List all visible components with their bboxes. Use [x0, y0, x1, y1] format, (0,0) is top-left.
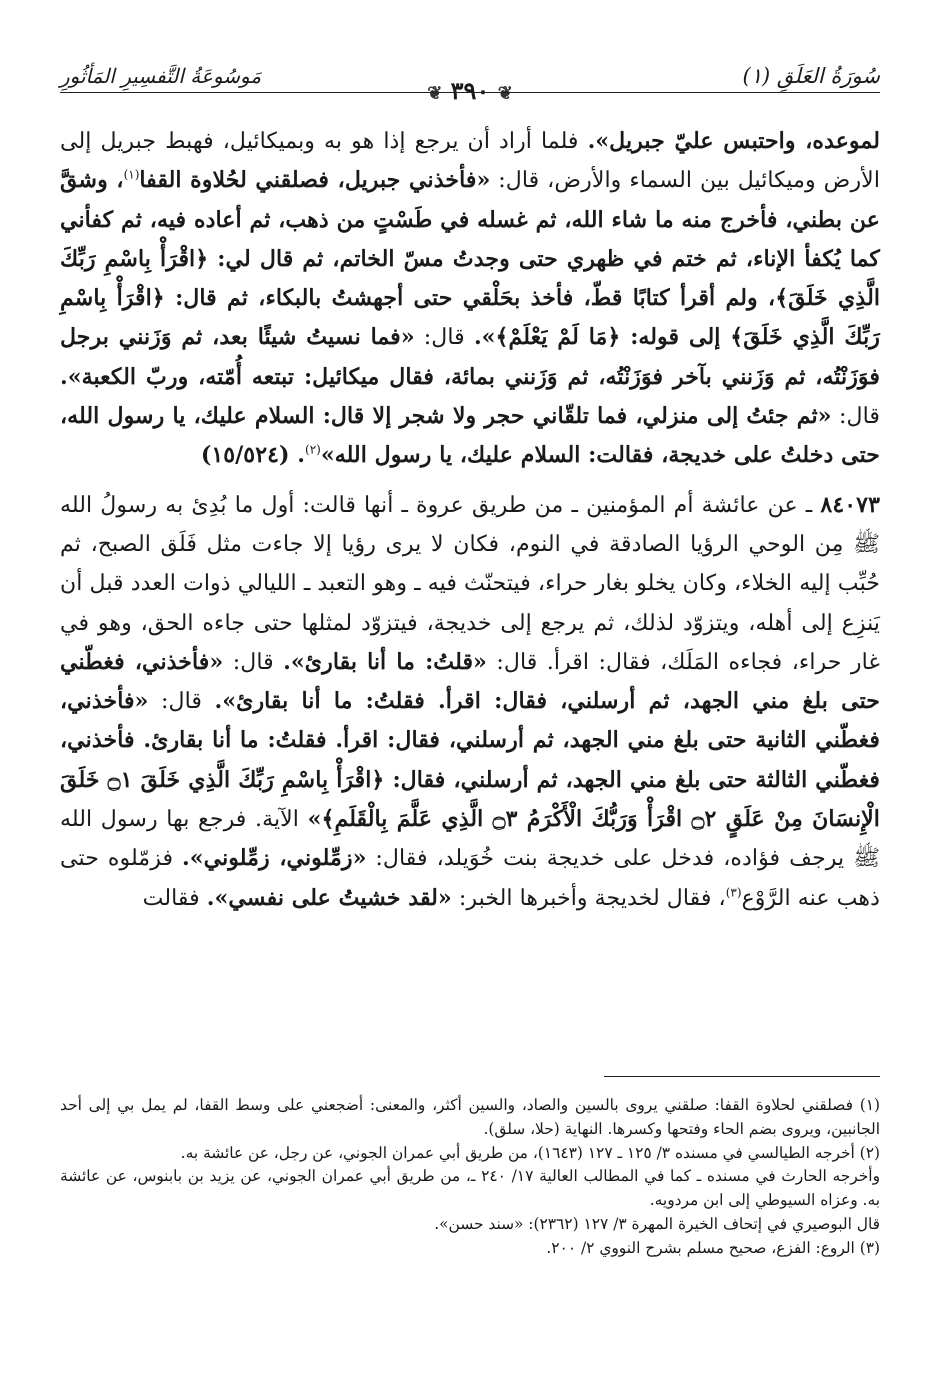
narration-text: قال:	[223, 648, 284, 675]
narration-text: فقالت	[142, 884, 207, 911]
narration-text: فلما أراد أن يرجع إذا هو به وبميكائيل، فهبط جبريل إلى الأرض وميكائيل بين السماء والأرض، قال:	[60, 128, 880, 194]
narration-text: ، فقال لخديجة وأخبرها الخبر:	[451, 884, 726, 911]
narration-bold: «لقد خشيتُ على نفسي».	[206, 884, 452, 911]
footnote-2-grading: قال البوصيري في إتحاف الخيرة المهرة ٣/ ١٢٧ (٢٣٦٢): «سند حسن».	[434, 1214, 880, 1233]
footnote-separator	[604, 1076, 880, 1077]
hadith-number: ٨٤٠٧٣	[820, 491, 880, 518]
narration-text: قال:	[831, 403, 881, 430]
footnote-2: (٢) أخرجه الطيالسي في مسنده ٣/ ١٢٥ ـ ١٢٧ (١٦٤٣)، من طريق أبي عمران الجوني، عن رجل، عن عائشة به.	[180, 1143, 880, 1162]
narration-bold: لموعده، واحتبس عليّ جبريل».	[587, 128, 880, 154]
main-text	[60, 122, 880, 918]
footnote-2-cont: وأخرجه الحارث في مسنده ـ كما في المطالب العالية ١٧/ ٢٤٠ ـ، من طريق أبي عمران الجوني، عن يزيد بن بابنوس، عن عائشة به. وعزاه السيوطي إلى ابن مردويه.	[60, 1167, 881, 1210]
narration-bold: «فأخذني، فغطّني الثانية حتى بلغ مني الجهد، ثم أرسلني، فقال: اقرأ. فقلتُ: ما أنا بقارئ. فأخذني، فغطّني الثالثة حتى بلغ مني الجهد، ثم أرسلني، فقال: ﴿اقْرَأْ بِاسْمِ رَبِّكَ الَّذِي خَلَقَ ۝١ خَلَقَ الْإِنسَانَ مِنْ عَلَقٍ ۝٢ اقْرَأْ وَرَبُّكَ الْأَكْرَمُ ۝٣ الَّذِي عَلَّمَ بِالْقَلَمِ﴾»	[60, 688, 881, 833]
paragraph-hadith-84073	[60, 486, 880, 918]
narration-text: ـ عن عائشة أم المؤمنين ـ من طريق عروة ـ أنها قالت: أول ما بُدِئ به رسولُ الله ﷺ مِن الوحي الرؤيا الصادقة في النوم، فكان لا يرى رؤيا إلا جاءت مثل فَلَق الصبح، ثم حُبِّب إليه الخلاء، وكان يخلو بغار حراء، فيتحنّث فيه ـ وهو التعبد ـ الليالي ذوات العدد قبل أن يَنزِع إلى أهله، ويتزوّد لذلك، ثم يرجع إلى خديجة، فيتزوّد لمثلها حتى جاءه الحق، وهو في غار حراء، فجاءه المَلَك، فقال: اقرأ. قال:	[60, 491, 881, 675]
narration-bold: «فما نسيتُ شيئًا بعد، ثم وَزَنني برجل فوَزَنْتُه، ثم وَزَنني بآخر فوَزَنْتُه، ثم وَزَنني بمائة، فقال ميكائيل: تبتعه أُمّته، وربّ الكعبة».	[60, 324, 880, 390]
paragraph-hadith-continuation	[60, 122, 880, 476]
footnote-3: (٣) الروع: الفزع، صحيح مسلم بشرح النووي ٢/ ٢٠٠.	[546, 1238, 880, 1257]
narration-bold: «زمِّلوني، زمِّلوني».	[182, 845, 367, 872]
footnote-ref: (١)	[123, 167, 140, 182]
footnotes	[60, 1094, 880, 1261]
ornament-icon: ❦	[497, 83, 513, 104]
narration-bold: «قلتُ: ما أنا بقارئ».	[283, 648, 487, 675]
narration-text: الآية. فرجع بها رسول الله ﷺ يرجف فؤاده، فدخل على خديجة بنت خُوَيلد، فقال:	[60, 806, 880, 872]
footnote-ref: (٢)	[305, 442, 321, 457]
narration-bold: «فأخذني جبريل، فصلقني لحُلاوة القفا	[139, 167, 491, 194]
narration-bold: ، وشقَّ عن بطني، فأخرج منه ما شاء الله، ثم غسله في طَسْتٍ من ذهب، ثم أعاده فيه، ثم كفأني كما يُكفأ الإناء، ثم ختم في ظهري حتى وجدتُ مسّ الخاتم، ثم قال لي: ﴿اقْرَأْ بِاسْمِ رَبِّكَ الَّذِي خَلَقَ﴾، ولم أقرأ كتابًا قطّ، فأخذ بحَلْقي حتى أجهشتُ بالبكاء، ثم قال: ﴿اقْرَأْ بِاسْمِ رَبِّكَ الَّذِي خَلَقَ﴾ إلى قوله: ﴿مَا لَمْ يَعْلَمْ﴾».	[60, 167, 880, 351]
volume-reference: . (١٥/٥٢٤)	[200, 442, 305, 469]
page-header	[60, 58, 880, 105]
page-number-block	[427, 76, 513, 105]
surah-title: سُورَةُ العَلَقِ (١)	[742, 64, 880, 88]
footnote-ref: (٣)	[725, 885, 742, 900]
narration-text: قال:	[148, 688, 215, 715]
footnote-1: (١) فصلقني لحلاوة القفا: صلقني يروى بالسين والصاد، والسين أكثر، والمعنى: أضجعني على وسط القفا، لم يمل بي إلى أحد الجانبين، ويروى بضم الحاء وفتحها وكسرها. النهاية (حلا، سلق).	[60, 1096, 881, 1138]
narration-bold: «ثم جئتُ إلى منزلي، فما تلقّاني حجر ولا شجر إلا قال: السلام عليك، يا رسول الله، حتى دخلتُ على خديجة، فقالت: السلام عليك، يا رسول الله»	[60, 403, 880, 469]
narration-text: قال:	[414, 324, 474, 351]
narration-text: فزمّلوه حتى ذهب عنه الرَّوْع	[60, 845, 880, 911]
header-rule	[60, 92, 880, 93]
narration-bold: «فأخذني، فغطّني حتى بلغ مني الجهد، ثم أرسلني، فقال: اقرأ. فقلتُ: ما أنا بقارئ».	[60, 648, 880, 715]
page-number: ٣٩٠	[450, 76, 490, 105]
ornament-icon: ❦	[427, 83, 443, 104]
book-title: مَوسُوعَةُ التَّفسِيرِ المَأثُورِ	[60, 64, 262, 88]
